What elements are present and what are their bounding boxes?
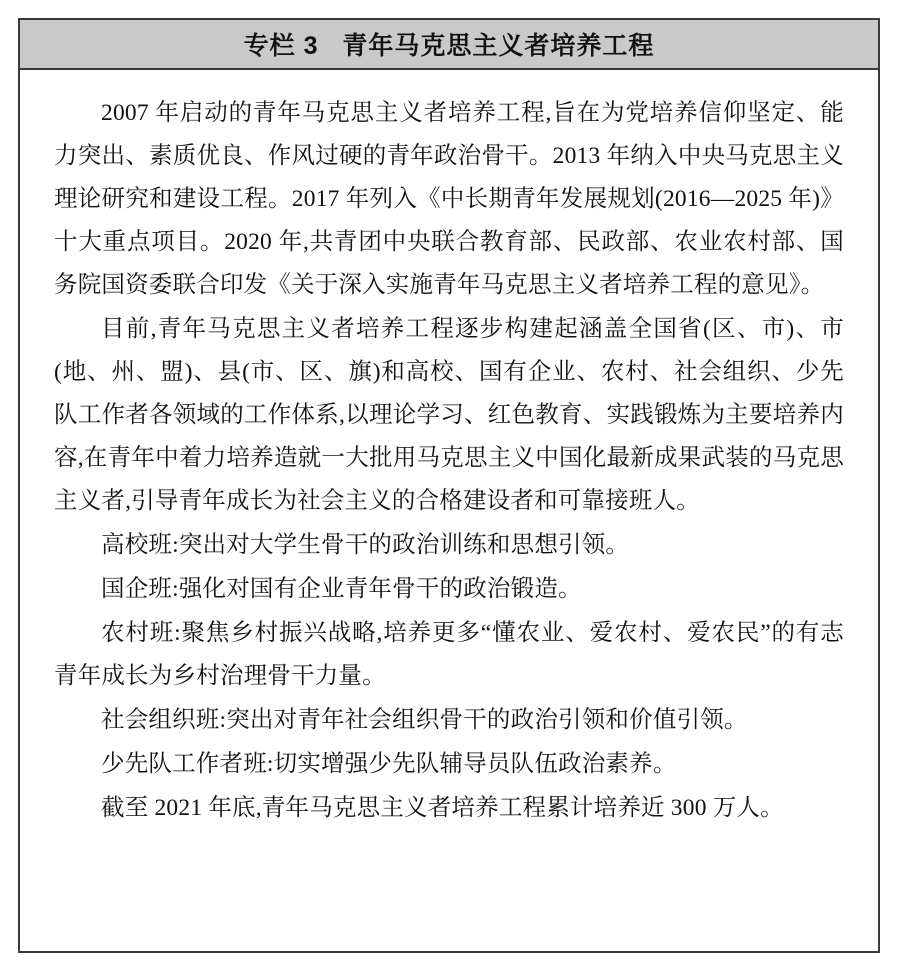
callout-box-title: 专栏 3 青年马克思主义者培养工程 — [243, 32, 655, 60]
paragraph: 国企班:强化对国有企业青年骨干的政治锻造。 — [101, 576, 582, 602]
paragraph: 农村班:聚焦乡村振兴战略,培养更多“懂农业、爱农村、爱农民”的有志青年成长为乡村治理骨干力量。 — [54, 620, 844, 689]
callout-box-header — [20, 20, 878, 70]
callout-box-body — [20, 70, 878, 830]
paragraph: 高校班:突出对大学生骨干的政治训练和思想引领。 — [101, 532, 630, 558]
paragraph: 2007 年启动的青年马克思主义者培养工程,旨在为党培养信仰坚定、能力突出、素质优良、作风过硬的青年政治骨干。2013 年纳入中央马克思主义理论研究和建设工程。2017 年列入《中长期青年发展规划(2016—2025 年)》十大重点项目。2020 年,共青团中央联合教育部、民政部、农业农村部、国务院国资委联合印发《关于深入实施青年马克思主义者培养工程的意见》。 — [54, 100, 844, 298]
paragraph: 社会组织班:突出对青年社会组织骨干的政治引领和价值引领。 — [101, 707, 748, 733]
paragraph: 截至 2021 年底,青年马克思主义者培养工程累计培养近 300 万人。 — [101, 795, 784, 821]
paragraph: 少先队工作者班:切实增强少先队辅导员队伍政治素养。 — [101, 751, 677, 777]
paragraph: 目前,青年马克思主义者培养工程逐步构建起涵盖全国省(区、市)、市(地、州、盟)、县(市、区、旗)和高校、国有企业、农村、社会组织、少先队工作者各领域的工作体系,以理论学习、红色教育、实践锻炼为主要培养内容,在青年中着力培养造就一大批用马克思主义中国化最新成果武装的马克思主义者,引导青年成长为社会主义的合格建设者和可靠接班人。 — [54, 316, 844, 514]
callout-box — [18, 18, 880, 953]
